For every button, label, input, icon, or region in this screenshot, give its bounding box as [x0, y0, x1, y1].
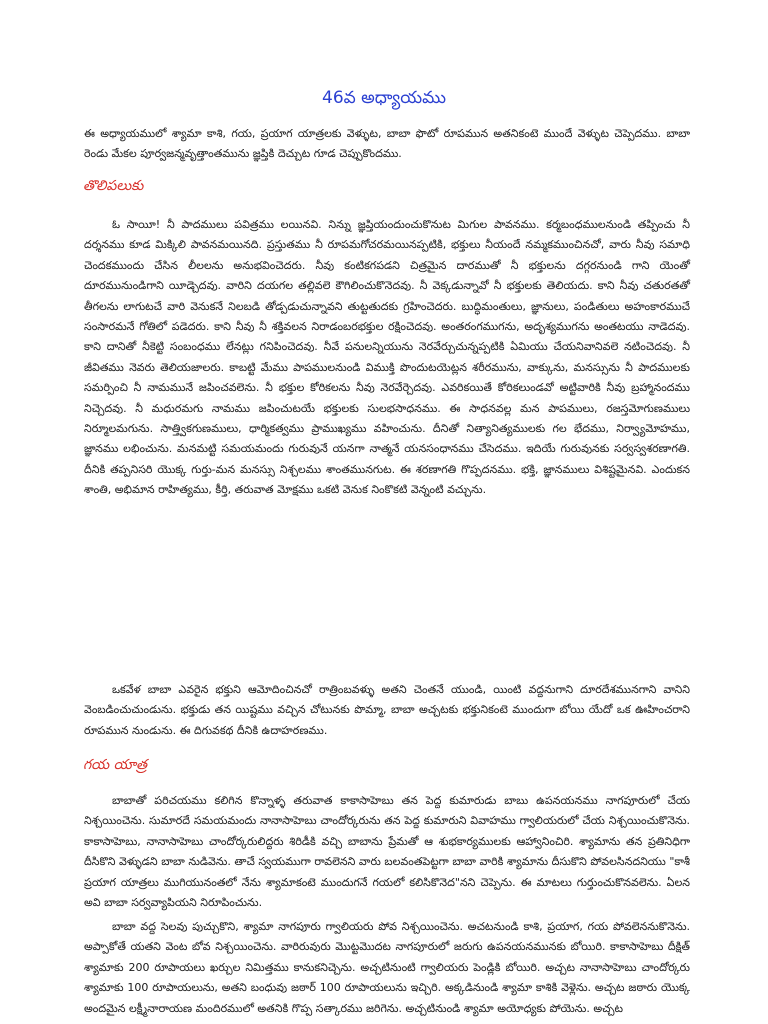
section-heading-gaya: గయ యాత్ర: [83, 757, 148, 773]
intro-paragraph: ఈ అధ్యాయములో శ్యామా కాశి, గయ, ప్రయాగ యాత్రలకు వెళ్ళుట, బాబా ఫొటో రూపమున అతనికంటె ముందే వెళ్ళుట చెప్పెదము. బాబా రెండు మేకల పూర్వజన్మవృత్తాంతమును జ్ఞప్తికి దెచ్చుట గూడ చెప్పుకొందము.: [84, 127, 690, 161]
baba-follows-paragraph: ఒకవేళ బాబా ఎవరైన భక్తుని ఆమోదించినచో రాత్రింబవళ్ళు అతని చెంతనే యుండి, యింటి వద్దనుగాని దూరదేశమునగాని వానిని వెంబడించుచుండును. భక్తుడు తన యిష్టము వచ్చిన చోటునకు పొమ్మా, బాబా అచ్చటకు భక్తునికంటె ముందుగా బోయి యేదో ఒక ఊహించరాని రూపమున నుండును. ఈ దిగువకథ దీనికి ఉదాహరణము.: [84, 683, 690, 737]
preface-paragraph: ఓ సాయీ! నీ పాదములు పవిత్రము లయినవి. నిన్ను జ్ఞప్తియందుంచుకొనుట మిగుల పావనము. కర్మబంధములనుండి తప్పించు నీ దర్శనము కూడ మిక్కిలి పావనమయినది. ప్రస్తుతము నీ రూపమగోచరమయినప్పటికి, భక్తులు నీయందే నమ్మకముంచినచో, వారు నీవు సమాధి చెందకముందు చేసిన లీలలను అనుభవించెదరు. నీవు కంటికగపడని చిత్రమైన దారముతో నీ భక్తులను దగ్గరనుండి గాని యెంతో దూరమునుండిగాని యీడ్చెదవు. వారిని దయగల తల్లివలె కౌగిలించుకొనెదవు. నీ వెక్కడున్నావో నీ భక్తులకు తెలియదు. కాని నీవు చతురతతో తీగలను లాగుటచే వారి వెనుకనే నిలబడి తోడ్పడుచున్నావని తుట్టతుదకు గ్రహించెదరు. బుద్ధిమంతులు, జ్ఞానులు, పండితులు అహంకారముచే సంసారమనే గోతిలో పడెదరు. కాని నీవు నీ శక్తివలన నిరాడంబరభక్తుల రక్షించెదవు. అంతరంగముగను, అదృశ్యముగను అంతటయు నాడెదవు. కాని దానితో నీకెట్టి సంబంధము లేనట్లు గనిపించెదవు. నీవే పనులన్నియును నెరవేర్చుచున్నప్పటికి ఏమియు చేయనివానివలె నటించెదవు. నీ జీవితము నెవరు తెలియజాలరు. కాబట్టి మేము పాపములనుండి విముక్తి పొందుటయెట్లన శరీరమును, వాక్కును, మనస్సును నీ పాదములకు సమర్పించి నీ నామమునే జపించవలెను. నీ భక్తుల కోరికలను నీవు నెరవేర్చెదవు. ఎవరికయితే కోరికలుండవో అట్టివారికి నీవు బ్రహ్మానందము నిచ్చెదవు. నీ మధురమగు నామము జపించుటయే భక్తులకు సులభసాధనము. ఈ సాధనవల్ల మన పాపములు, రజస్తమోగుణములు నిర్మూలమగును. సాత్త్వికగుణములు, ధార్మికత్వము ప్రాముఖ్యము వహించును. దీనితో నిత్యానిత్యములకు గల భేదము, నిర్వ్యామోహము, జ్ఞానము లభించును. మనమట్టి సమయమందు గురువునే యనగా నాత్మనే యనసంధానము చేసెదము. ఇదియే గురువునకు సర్వస్వశరణాగతి. దీనికి తప్పనిసరి యొక్క గుర్తు-మన మనస్సు నిశ్చలము శాంతమునగుట. ఈ శరణాగతి గొప్పదనము. భక్తి, జ్ఞానములు విశిష్టమైనవి. ఎందుకన శాంతి, అభిమాన రాహిత్యము, కీర్తి, తరువాత మోక్షము ఒకటి వెనుక నింకొకటి వెన్నంటి వచ్చును.: [84, 218, 690, 497]
gaya-paragraph-2: బాబా వద్ద సెలవు పుచ్చుకొని, శ్యామా నాగపూరు గ్వాలియరు పోవ నిశ్చయించెను. అచటనుండి కాశి, ప్రయాగ, గయ పోవలెననుకొనెను. అప్పాకోతే యతని వెంట బోవ నిశ్చయించెను. వారిరువురు మొట్టమొదట నాగపూరులో జరుగు ఉపనయనమునకు బోయిరి. కాకాసాహెబు దీక్షిత్ శ్యామాకు 200 రూపాయలు ఖర్చుల నిమిత్తము కానుకనిచ్చెను. అచ్చటినుంటి గ్వాలియరు పెండ్లికి బోయిరి. అచ్చట నానాసాహెబు చాందోర్కరు శ్యామాకు 100 రూపాయలును, అతని బంధువు జఠార్ 100 రూపాయలును ఇచ్చిరి. అక్కడినుండి శ్యామా కాశికి వెళ్లెను. అచ్చట జఠారు యొక్క అందమైన లక్ష్మీనారాయణ మందిరములో అతనికి గొప్ప సత్కారము జరిగెను. అచ్చటినుండి శ్యామా అయోధ్యకు పోయెను. అచ్చట: [84, 920, 690, 1015]
section-heading-preface: తొలిపలుకు: [83, 178, 144, 194]
gaya-paragraph-1: బాబాతో పరిచయము కలిగిన కొన్నాళ్ళ తరువాత కాకాసాహెబు తన పెద్ద కుమారుడు బాబు ఉపనయనము నాగపూరులో చేయ నిశ్చయించెను. సుమారదే సమయమందు నానాసాహెబు చాందోర్కరును తన పెద్ద కుమారుని వివాహము గ్వాలియరులో చేయ నిశ్చయించుకొనెను. కాకాసాహెబు, నానాసాహెబు చాందోర్కరులిద్దరు శిరిడీకి వచ్చి బాబాను ప్రేమతో ఆ శుభకార్యములకు ఆహ్వానించిరి. శ్యామాను తన ప్రతినిధిగా దీసికొని వెళ్ళుడని బాబా నుడివెను. తాచే స్వయముగా రావలెనని వారు బలవంతపెట్టగా బాబా వారికి శ్యామాను దీసుకొని పోవలసినదనియు "కాశీ ప్రయాగ యాత్రలు ముగియునంతలో నేను శ్యామాకంటె ముందుగనే గయలో కలిసికొనెద"నని చెప్పెను. ఈ మాటలు గుర్తుంచుకొనవలెను. ఏలన అవి బాబా సర్వవ్యాపియని నిరూపించును.: [84, 794, 690, 910]
chapter-title: 46వ అధ్యాయము: [322, 88, 446, 108]
